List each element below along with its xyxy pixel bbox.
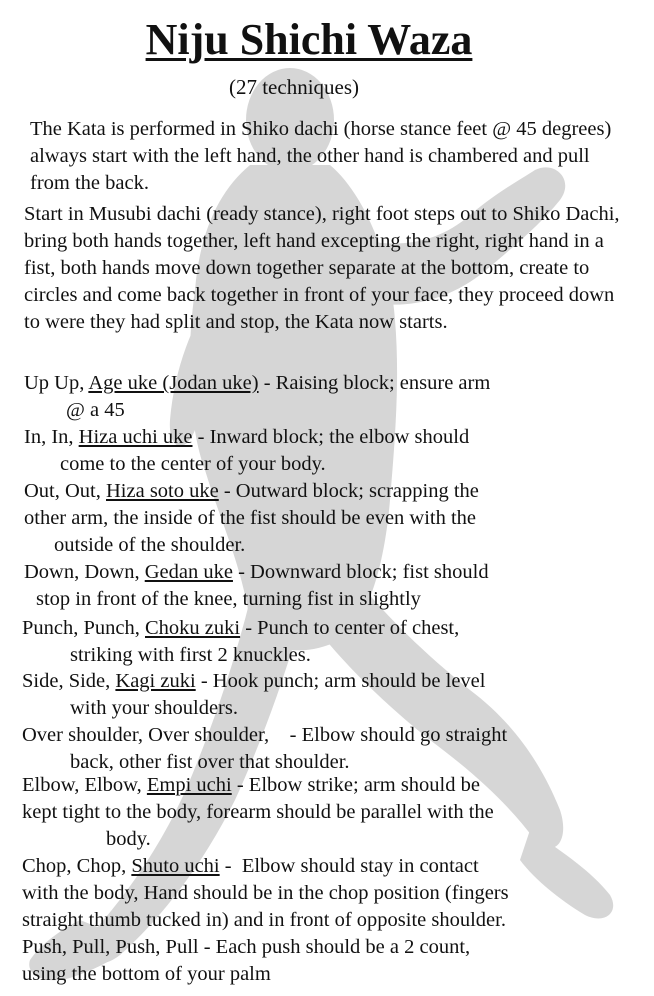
technique-over-shoulder (22, 722, 507, 776)
page-subtitle: (27 techniques) (228, 75, 360, 99)
technique-description: - Elbow should go straight (274, 724, 508, 746)
technique-description-cont: stop in front of the knee, turning fist in slightly (36, 588, 421, 610)
technique-call: Elbow, Elbow, (22, 774, 147, 796)
technique-description-cont: come to the center of your body. (60, 453, 326, 475)
technique-gedan-uke (24, 559, 489, 613)
technique-push-pull (22, 934, 470, 988)
technique-description-cont: outside of the shoulder. (54, 534, 246, 556)
technique-description: - Outward block; scrapping the (218, 480, 479, 502)
technique-shuto-uchi (22, 853, 509, 934)
technique-call: Push, Pull, Push, Pull (22, 936, 199, 958)
technique-name: Gedan uke (144, 561, 233, 583)
technique-choku-zuki (22, 615, 459, 669)
technique-description: - Downward block; fist should (232, 561, 489, 583)
technique-description-cont: other arm, the inside of the fist should be even with the (24, 507, 477, 529)
technique-call: Chop, Chop, (22, 855, 132, 877)
technique-description: - Each push should be a 2 count, (198, 936, 471, 958)
technique-description: - Elbow strike; arm should be (231, 774, 480, 796)
intro-paragraph: The Kata is performed in Shiko dachi (horse stance feet @ 45 degrees) always start with the left hand, the other hand is chambered and pull from the back. (30, 118, 612, 194)
technique-description: - Raising block; ensure arm (258, 372, 491, 394)
technique-description-cont: using the bottom of your palm (22, 963, 271, 985)
technique-description-cont: straight thumb tucked in) and in front of opposite shoulder. (22, 909, 506, 931)
start-paragraph: Start in Musubi dachi (ready stance), right foot steps out to Shiko Dachi, bring both hands together, left hand excepting the right, right hand in a fist, both hands move down together separate at the bottom, create to circles and come back together in front of your face, they proceed down to were they had split and stop, the Kata now starts. (24, 203, 620, 333)
technique-name: Kagi zuki (115, 670, 196, 692)
technique-name: Choku zuki (145, 617, 241, 639)
technique-kagi-zuki (22, 668, 485, 722)
technique-description-cont: with your shoulders. (70, 697, 238, 719)
technique-name: Age uke (Jodan uke) (88, 372, 259, 394)
technique-description: - Punch to center of chest, (240, 617, 460, 639)
technique-description: - Hook punch; arm should be level (195, 670, 486, 692)
technique-hiza-soto-uke (24, 478, 479, 559)
technique-name: Hiza soto uke (106, 480, 219, 502)
technique-description-cont: kept tight to the body, forearm should be parallel with the (22, 801, 494, 823)
technique-name: Shuto uchi (131, 855, 220, 877)
technique-call: Punch, Punch, (22, 617, 145, 639)
page-title: Niju Shichi Waza (145, 15, 473, 64)
technique-call: Down, Down, (24, 561, 145, 583)
technique-call: In, In, (24, 426, 79, 448)
technique-description: - Inward block; the elbow should (192, 426, 470, 448)
technique-call: Out, Out, (24, 480, 106, 502)
technique-description-cont: striking with first 2 knuckles. (70, 644, 311, 666)
technique-age-uke (24, 370, 490, 424)
technique-name: Hiza uchi uke (78, 426, 193, 448)
technique-description-cont: body. (106, 828, 151, 850)
technique-description-cont: @ a 45 (66, 399, 125, 421)
technique-empi-uchi (22, 772, 494, 853)
technique-call: Side, Side, (22, 670, 116, 692)
technique-name: Empi uchi (146, 774, 232, 796)
technique-call: Up Up, (24, 372, 89, 394)
technique-call: Over shoulder, Over shoulder, (22, 724, 275, 746)
technique-hiza-uchi-uke (24, 424, 469, 478)
technique-description-cont: back, other fist over that shoulder. (70, 751, 350, 773)
technique-description: - Elbow should stay in contact (219, 855, 479, 877)
technique-description-cont: with the body, Hand should be in the chop position (fingers (22, 882, 509, 904)
